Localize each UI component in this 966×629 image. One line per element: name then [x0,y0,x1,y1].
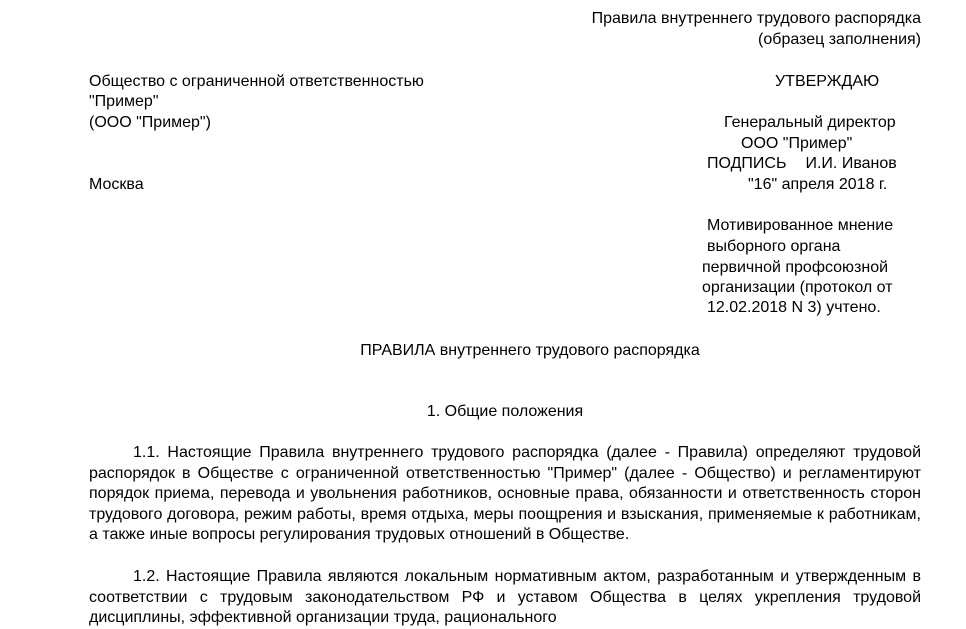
company-name-line2: "Пример" [89,93,159,110]
company-short-name: (ООО "Пример") [89,114,211,131]
company-city: Москва [89,176,144,193]
section-1-heading: 1. Общие положения [426,403,584,420]
union-opinion-line2: выборного органа [707,238,841,255]
union-opinion-line1: Мотивированное мнение [707,217,894,234]
approval-org: ООО "Пример" [741,135,853,152]
approval-signature-line [707,154,897,174]
union-opinion-line3: первичной профсоюзной [702,259,889,276]
approval-heading: УТВЕРЖДАЮ [775,73,880,90]
union-opinion-line4: организации (протокол от [702,279,893,296]
approval-date: "16" апреля 2018 г. [748,176,888,193]
document-subtitle: (образец заполнения) [758,31,921,48]
signer-name: И.И. Иванов [805,155,897,172]
approval-position: Генеральный директор [724,114,896,131]
company-name-line1: Общество с ограниченной ответственностью [89,73,424,90]
union-opinion-line5: 12.02.2018 N 3) учтено. [707,299,881,316]
signature-label: ПОДПИСЬ [707,155,787,172]
paragraph-1-2: 1.2. Настоящие Правила являются локальным нормативным актом, разработанным и утвержденным в соответствии с трудовым законодательством РФ и уставом Общества в целях укрепления трудовой дисциплины, эффективной организации труда, рационального [89,568,921,627]
rules-title: ПРАВИЛА внутреннего трудового распорядка [360,342,700,359]
document-title: Правила внутреннего трудового распорядка [591,10,921,27]
paragraph-1-1: 1.1. Настоящие Правила внутреннего трудового распорядка (далее - Правила) определяют трудовой распорядок в Обществе с ограниченной ответственностью "Пример" (далее - Общество) и регламентируют порядок приема, перевода и увольнения работников, основные права, обязанности и ответственность сторон трудового договора, режим работы, время отдыха, меры поощрения и взыскания, применяемые к работникам, а также иные вопросы регулирования трудовых отношений в Обществе. [89,444,921,544]
